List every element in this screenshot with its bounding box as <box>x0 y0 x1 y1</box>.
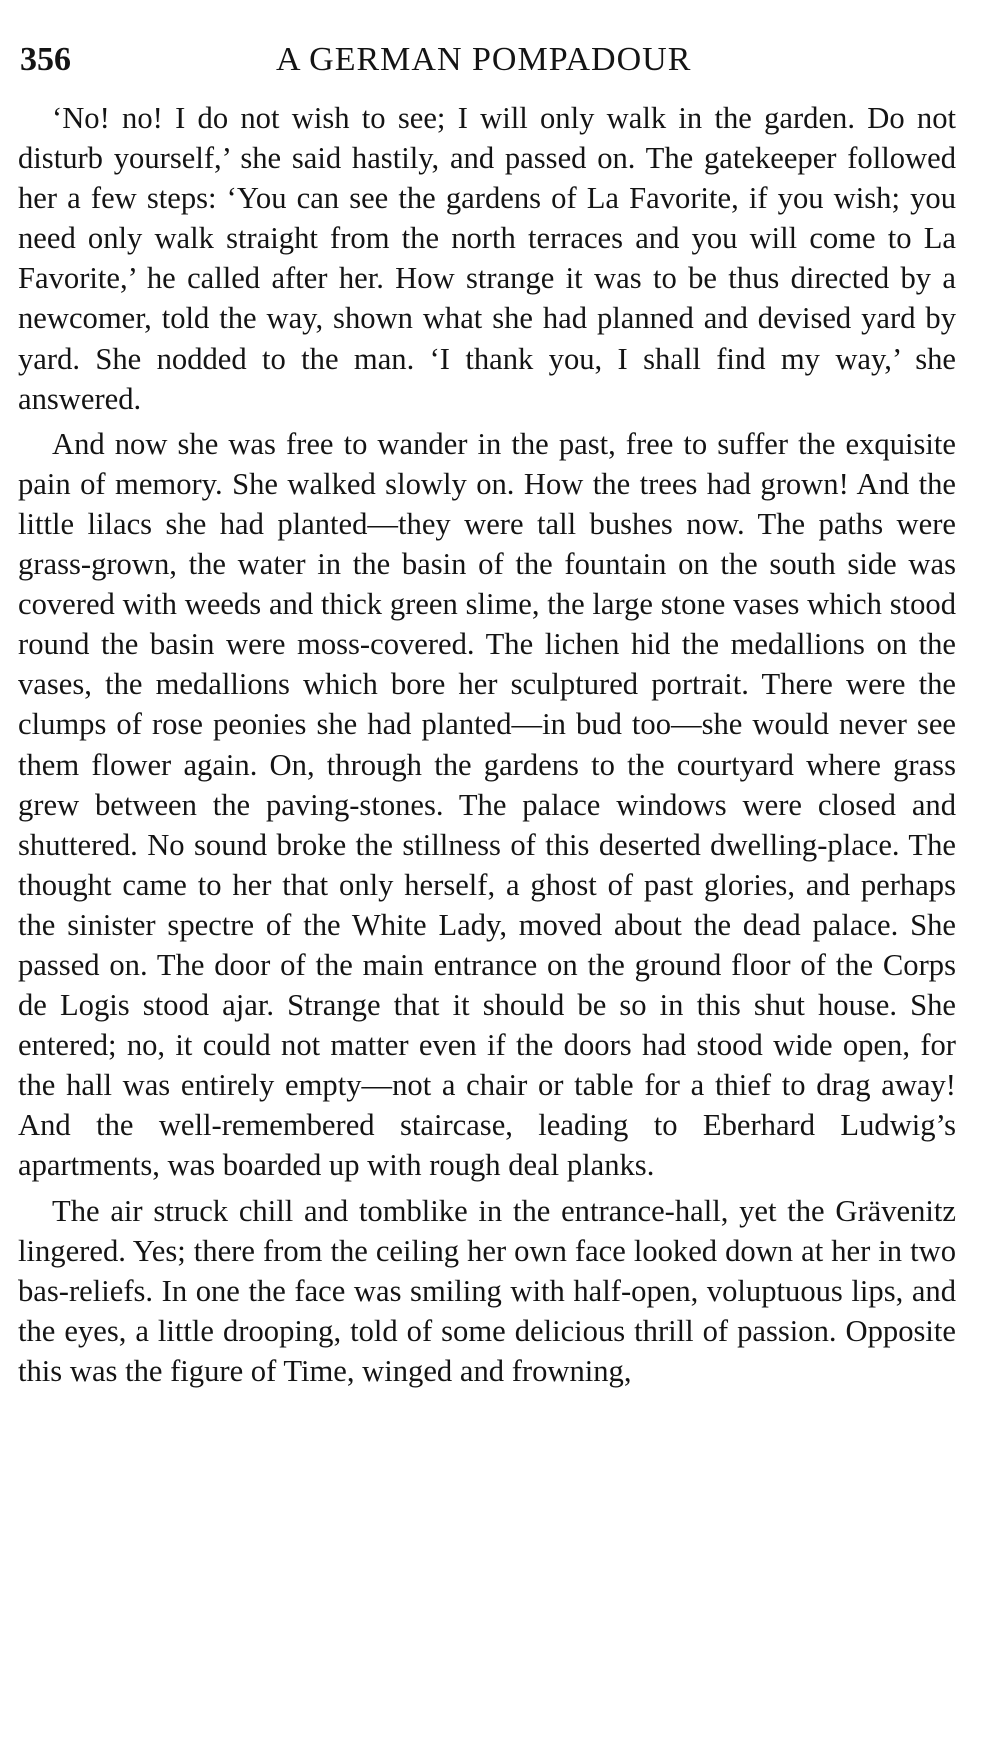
page-number: 356 <box>20 41 71 78</box>
paragraph: And now she was free to wander in the past, free to suffer the exquisite pain of memory. She walked slowly on. How the trees had grown! And the little lilacs she had planted—they were tall bushes now. The paths were grass-grown, the water in the basin of the fountain on the south side was covered with weeds and thick green slime, the large stone vases which stood round the basin were moss-covered. The lichen hid the medallions on the vases, the medallions which bore her sculptured portrait. There were the clumps of rose peonies she had planted—in bud too—she would never see them flower again. On, through the gardens to the courtyard where grass grew between the paving-stones. The palace windows were closed and shuttered. No sound broke the stillness of this deserted dwelling-place. The thought came to her that only herself, a ghost of past glories, and perhaps the sinister spectre of the White Lady, moved about the dead palace. She passed on. The door of the main entrance on the ground floor of the Corps de Logis stood ajar. Strange that it should be so in this shut house. She entered; no, it could not matter even if the doors had stood wide open, for the hall was entirely empty—not a chair or table for a thief to drag away! And the well-remembered staircase, leading to Eberhard Ludwig’s apartments, was boarded up with rough deal planks. <box>18 426 956 1183</box>
running-head <box>18 30 956 90</box>
book-page <box>18 30 956 1391</box>
paragraph: ‘No! no! I do not wish to see; I will only walk in the garden. Do not disturb yourself,’ she said hastily, and passed on. The gatekeeper followed her a few steps: ‘You can see the gardens of La Favorite, if you wish; you need only walk straight from the north terraces and you will come to La Favorite,’ he called after her. How strange it was to be thus directed by a newcomer, told the way, shown what she had planned and devised yard by yard. She nodded to the man. ‘I thank you, I shall find my way,’ she answered. <box>18 101 956 416</box>
body-text <box>18 98 956 1391</box>
running-title: A GERMAN POMPADOUR <box>276 41 692 78</box>
paragraph: The air struck chill and tomblike in the entrance-hall, yet the Grävenitz lingered. Yes; there from the ceiling her own face looked down at her in two bas-reliefs. In one the face was smiling with half-open, voluptuous lips, and the eyes, a little drooping, told of some delicious thrill of passion. Opposite this was the figure of Time, winged and frowning, <box>18 1193 956 1388</box>
